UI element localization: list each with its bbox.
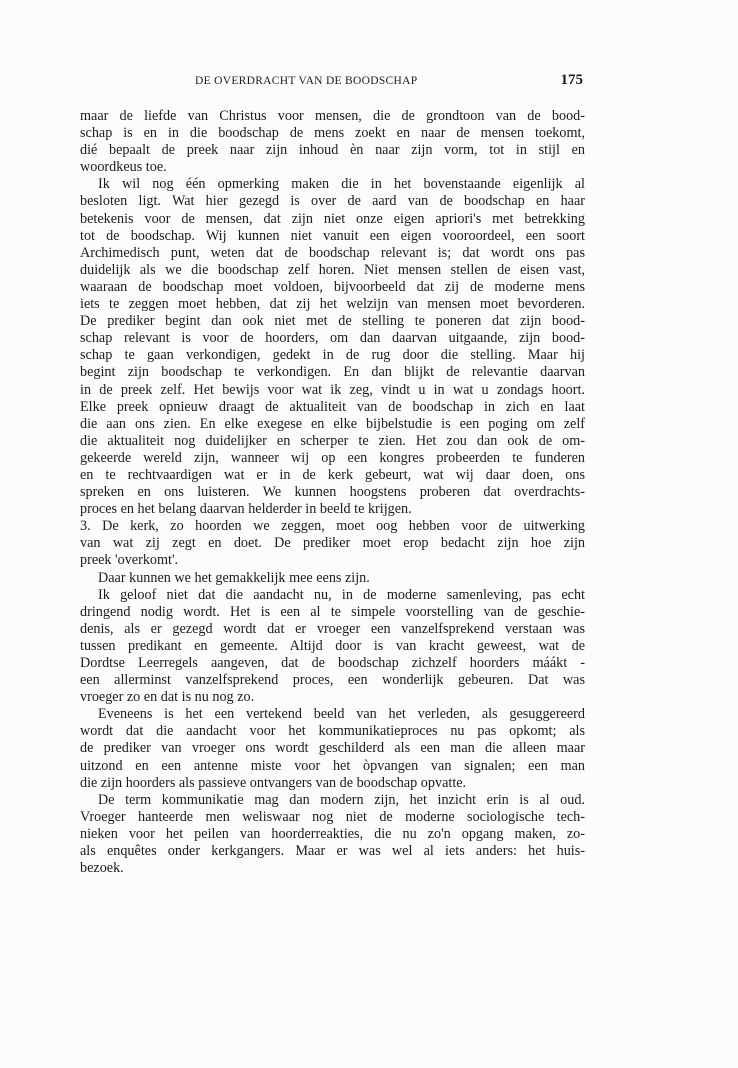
- paragraph: [80, 706, 585, 791]
- text-line: die zijn hoorders als passieve ontvangers van de boodschap opvatte.: [80, 774, 467, 791]
- text-line: maar de liefde van Christus voor mensen, die de grondtoon van de bood-: [80, 108, 585, 124]
- text-line: een allerminst vanzelfsprekend proces, een wonderlijk gebeuren. Dat was: [80, 672, 585, 689]
- paragraph: [80, 176, 585, 518]
- text-line: begint zijn boodschap te verkondigen. En dan blijkt de relevantie daarvan: [80, 364, 585, 381]
- text-line: die aktualiteit nog duidelijker en scherper te zien. Het zou dan ook de om-: [80, 432, 585, 449]
- text-line: Vroeger hanteerde men weliswaar nog niet de moderne sociologische tech-: [80, 808, 585, 825]
- body-text: [80, 108, 585, 877]
- text-line: waaraan de boodschap moet voldoen, bijvoorbeeld dat zij de moderne mens: [80, 278, 585, 295]
- text-line: Elke preek opnieuw draagt de aktualiteit van de boodschap in zich en laat: [80, 398, 585, 415]
- text-line: wordt dat die aandacht voor het kommunikatieproces nu pas opkomt; als: [80, 723, 585, 740]
- text-line: vroeger zo en dat is nu nog zo.: [80, 689, 255, 706]
- text-line: Dordtse Leerregels aangeven, dat de boodschap zichzelf hoorders máákt -: [80, 655, 585, 671]
- text-line: van wat zij zegt en doet. De prediker moet erop bedacht zijn hoe zijn: [80, 535, 585, 552]
- text-line: tot de boodschap. Wij kunnen niet vanuit een eigen vooroordeel, een soort: [80, 227, 585, 244]
- text-line: besloten ligt. Wat hier gezegd is over de aard van de boodschap en haar: [80, 193, 585, 210]
- text-line: proces en het belang daarvan helderder in beeld te krijgen.: [80, 501, 412, 518]
- text-line: dié bepaalt de preek naar zijn inhoud èn naar zijn vorm, tot in stijl en: [80, 142, 585, 159]
- text-line: 3. De kerk, zo hoorden we zeggen, moet oog hebben voor de uitwerking: [80, 518, 585, 535]
- text-line: schap is en in die boodschap de mens zoekt en naar de mensen toekomt,: [80, 125, 585, 142]
- text-line: denis, als er gezegd wordt dat er vroeger een vanzelfsprekend verstaan was: [80, 620, 585, 637]
- text-line: De prediker begint dan ook niet met de stelling te poneren dat zijn bood-: [80, 313, 585, 330]
- text-line: in de preek zelf. Het bewijs voor wat ik zeg, vindt u in wat u zondags hoort.: [80, 381, 585, 398]
- text-line: gekeerde wereld zijn, wanneer wij op een kongres probeerden te funderen: [80, 449, 585, 466]
- paragraph: [80, 587, 585, 707]
- text-line: nieken voor het peilen van hoorderreakties, die nu zo'n opgang maken, zo-: [80, 825, 585, 842]
- text-line: Eveneens is het een vertekend beeld van het verleden, als gesuggereerd: [98, 706, 585, 723]
- running-title: DE OVERDRACHT VAN DE BOODSCHAP: [195, 75, 418, 87]
- text-line: bezoek.: [80, 860, 124, 877]
- text-line: Ik geloof niet dat die aandacht nu, in de moderne samenleving, pas echt: [98, 586, 585, 603]
- text-line: duidelijk als we die boodschap zelf horen. Niet mensen stellen de eisen vast,: [80, 261, 585, 278]
- page-number: 175: [560, 72, 583, 88]
- text-line: spreken en ons luisteren. We kunnen hoogstens proberen dat overdrachts-: [80, 484, 585, 501]
- text-line: de prediker van vroeger ons wordt geschilderd als een man die alleen maar: [80, 740, 585, 757]
- text-line: uitzond en een antenne miste voor het òpvangen van signalen; een man: [80, 757, 585, 774]
- text-line: schap relevant is voor de hoorders, om dan daarvan uitgaande, zijn bood-: [80, 330, 585, 347]
- text-line: Ik wil nog één opmerking maken die in het bovenstaande eigenlijk al: [98, 176, 585, 193]
- text-line: Daar kunnen we het gemakkelijk mee eens zijn.: [98, 569, 370, 586]
- paragraph: [80, 518, 585, 569]
- text-line: Archimedisch punt, weten dat de boodschap relevant is; dat wordt ons pas: [80, 244, 585, 261]
- text-line: iets te zeggen moet hebben, dat zij het welzijn van mensen moet bevorderen.: [80, 296, 585, 313]
- text-line: woordkeus toe.: [80, 159, 167, 176]
- text-line: preek 'overkomt'.: [80, 552, 179, 569]
- page-header: [80, 70, 583, 92]
- text-line: De term kommunikatie mag dan modern zijn, het inzicht erin is al oud.: [98, 791, 585, 808]
- text-line: betekenis voor de mensen, dat zijn niet onze eigen apriori's met betrekking: [80, 210, 585, 227]
- paragraph: [80, 570, 585, 587]
- text-line: tussen predikant en gemeente. Altijd door is van kracht geweest, wat de: [80, 637, 585, 654]
- paragraph: [80, 108, 585, 176]
- text-line: als enquêtes onder kerkgangers. Maar er was wel al iets anders: het huis-: [80, 843, 585, 860]
- paragraph: [80, 792, 585, 877]
- text-line: die aan ons zien. En elke exegese en elke bijbelstudie is een poging om zelf: [80, 415, 585, 432]
- text-line: dringend nodig wordt. Het is een al te simpele voorstelling van de geschie-: [80, 603, 585, 620]
- text-line: schap te gaan verkondigen, gedekt in de rug door die stelling. Maar hij: [80, 347, 585, 364]
- text-line: en te rechtvaardigen wat er in de kerk gebeurt, wat wij daar doen, ons: [80, 466, 585, 483]
